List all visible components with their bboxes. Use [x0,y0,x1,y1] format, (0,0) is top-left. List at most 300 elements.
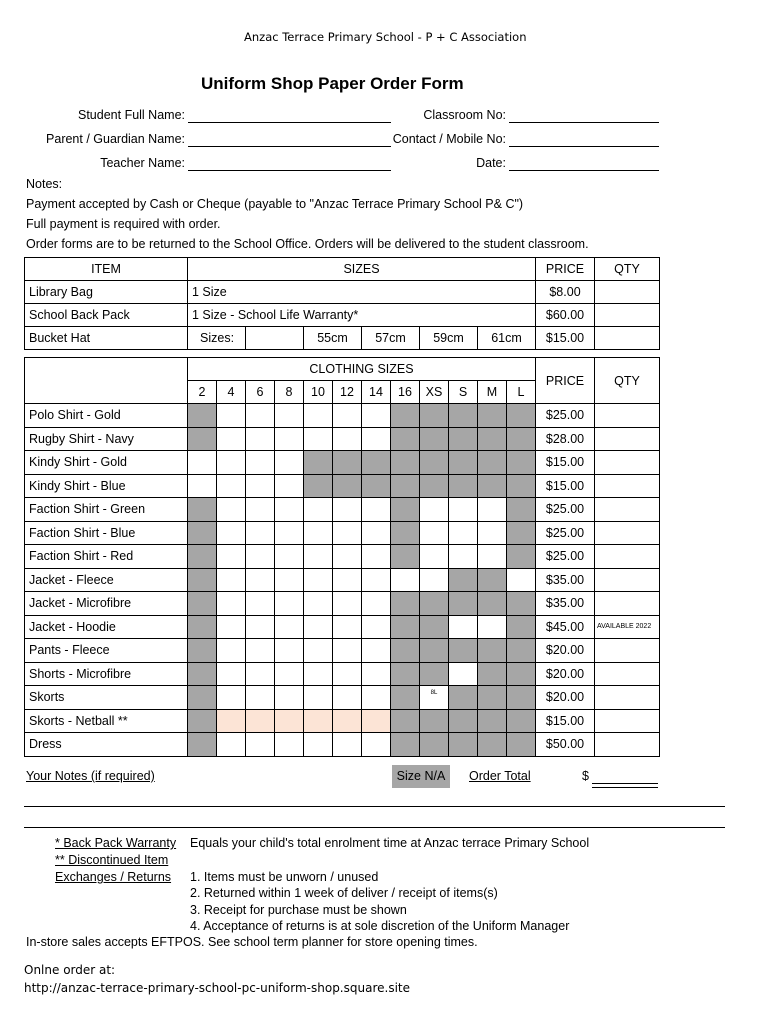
size-cell-10[interactable] [304,568,333,592]
size-na-cell [478,427,507,451]
size-cell-10[interactable] [304,545,333,569]
size-na-cell [188,709,217,733]
size-cell-6[interactable] [246,474,275,498]
table-row [25,427,660,451]
backpack-warranty-text: Equals your child's total enrolment time at Anzac terrace Primary School [190,836,590,850]
size-header: XS [420,381,449,404]
size-cell-6[interactable] [246,451,275,475]
size-cell-10[interactable] [304,615,333,639]
size-cell-10[interactable] [304,404,333,428]
clothing-item-name: Rugby Shirt - Navy [25,427,188,451]
size-cell-4[interactable] [217,545,246,569]
size-cell-4[interactable] [217,474,246,498]
return-rule: 1. Items must be unworn / unused [190,870,379,884]
size-cell-m[interactable] [478,615,507,639]
size-cell-14[interactable] [362,733,391,757]
clothing-price: $20.00 [536,662,595,686]
size-cell-10[interactable] [304,662,333,686]
bucket-hat-size-55[interactable]: 55cm [304,327,362,350]
size-na-cell [478,451,507,475]
size-na-cell [507,592,536,616]
clothing-price: $25.00 [536,404,595,428]
size-cell-10[interactable] [304,521,333,545]
size-na-cell [188,498,217,522]
size-cell-s[interactable] [449,662,478,686]
size-na-cell [391,451,420,475]
parent-name-label: Parent / Guardian Name: [46,132,185,146]
size-cell-xs[interactable] [420,521,449,545]
size-header: 4 [217,381,246,404]
size-cell-12[interactable] [333,733,362,757]
size-cell-8[interactable] [275,404,304,428]
size-cell-4[interactable] [217,521,246,545]
size-na-cell [478,662,507,686]
size-cell-8[interactable] [275,474,304,498]
item-header: ITEM [25,258,188,281]
size-na-cell [449,639,478,663]
size-cell-12[interactable] [333,498,362,522]
size-cell-12[interactable] [333,545,362,569]
size-na-cell [507,521,536,545]
size-cell-8[interactable] [275,545,304,569]
clothing-item-name: Jacket - Fleece [25,568,188,592]
size-cell-6[interactable] [246,427,275,451]
size-na-cell [391,686,420,710]
size-na-cell [478,733,507,757]
size-cell-4[interactable] [217,427,246,451]
page-title: Uniform Shop Paper Order Form [201,74,464,93]
size-cell-6[interactable] [246,686,275,710]
size-na-cell [420,662,449,686]
size-cell-l[interactable] [507,568,536,592]
clothing-price: $15.00 [536,474,595,498]
size-na-cell [507,615,536,639]
clothing-item-name: Pants - Fleece [25,639,188,663]
size-cell-8[interactable] [275,662,304,686]
notes-line[interactable] [24,806,725,807]
size-cell-6[interactable] [246,521,275,545]
clothing-price: $35.00 [536,592,595,616]
clothing-item-name: Shorts - Microfibre [25,662,188,686]
size-cell-8[interactable] [275,451,304,475]
size-cell-xs[interactable] [420,686,449,710]
size-cell-14[interactable] [362,521,391,545]
size-na-cell [420,615,449,639]
contact-label: Contact / Mobile No: [392,132,506,146]
xs-mark: 8L [430,690,438,697]
hoodie-availability-note[interactable]: AVAILABLE 2022 [595,615,660,639]
size-header: 10 [304,381,333,404]
size-cell-4[interactable] [217,404,246,428]
size-header: 14 [362,381,391,404]
size-cell-4[interactable] [217,568,246,592]
library-bag-name: Library Bag [25,281,188,304]
size-cell-6[interactable] [246,662,275,686]
size-na-cell [449,404,478,428]
classroom-field[interactable] [509,122,659,123]
size-na-cell [362,451,391,475]
size-na-cell [391,639,420,663]
size-cell-16[interactable] [391,568,420,592]
order-total-label: Order Total [469,769,531,783]
clothing-qty[interactable] [595,498,660,522]
contact-field[interactable] [509,146,659,147]
size-cell-6[interactable] [246,639,275,663]
size-cell-14[interactable] [362,498,391,522]
bucket-hat-price: $15.00 [536,327,595,350]
size-cell-14[interactable] [362,404,391,428]
size-cell-8[interactable] [275,639,304,663]
size-cell-s[interactable] [449,545,478,569]
teacher-name-field[interactable] [188,170,391,171]
size-cell-s[interactable] [449,615,478,639]
size-cell-12[interactable] [333,427,362,451]
size-na-cell [391,498,420,522]
clothing-price: $25.00 [536,498,595,522]
size-na-cell [420,427,449,451]
notes-line[interactable] [24,827,725,828]
size-header: 16 [391,381,420,404]
discontinued-size-cell [333,709,362,733]
size-na-cell [478,686,507,710]
back-pack-qty[interactable] [595,304,660,327]
size-na-cell [478,568,507,592]
size-na-cell [507,427,536,451]
table-row [25,545,660,569]
size-na-cell [507,709,536,733]
size-header: L [507,381,536,404]
clothing-price: $25.00 [536,521,595,545]
bucket-hat-blank [246,327,304,350]
size-header: 6 [246,381,275,404]
size-cell-12[interactable] [333,521,362,545]
size-na-cell [478,639,507,663]
size-na-cell [188,404,217,428]
clothing-item-name: Faction Shirt - Blue [25,521,188,545]
size-na-cell [507,639,536,663]
clothing-sizes-header: CLOTHING SIZES [188,358,536,381]
clothing-qty[interactable] [595,568,660,592]
clothing-qty[interactable] [595,451,660,475]
table-row [25,521,660,545]
return-rule: 3. Receipt for purchase must be shown [190,903,407,917]
clothing-qty[interactable] [595,474,660,498]
table-row [25,709,660,733]
size-cell-8[interactable] [275,592,304,616]
size-cell-10[interactable] [304,427,333,451]
size-na-cell [391,427,420,451]
clothing-price: $35.00 [536,568,595,592]
size-na-cell [391,404,420,428]
size-cell-8[interactable] [275,427,304,451]
size-na-cell [188,639,217,663]
size-cell-12[interactable] [333,662,362,686]
bucket-hat-size-59[interactable]: 59cm [420,327,478,350]
size-na-cell [507,498,536,522]
clothing-item-name: Skorts [25,686,188,710]
clothing-price: $15.00 [536,451,595,475]
size-na-cell [188,545,217,569]
size-cell-12[interactable] [333,568,362,592]
size-cell-14[interactable] [362,592,391,616]
size-cell-14[interactable] [362,686,391,710]
size-cell-14[interactable] [362,662,391,686]
clothing-qty[interactable] [595,521,660,545]
clothing-item-name: Jacket - Microfibre [25,592,188,616]
size-na-cell [391,474,420,498]
size-na-cell [449,733,478,757]
size-cell-6[interactable] [246,615,275,639]
size-cell-m[interactable] [478,521,507,545]
size-na-cell [391,615,420,639]
bucket-hat-qty[interactable] [595,327,660,350]
clothing-qty[interactable] [595,639,660,663]
size-na-cell [188,662,217,686]
clothing-qty[interactable] [595,733,660,757]
size-cell-8[interactable] [275,521,304,545]
size-cell-10[interactable] [304,733,333,757]
size-cell-12[interactable] [333,686,362,710]
size-cell-4[interactable] [217,592,246,616]
size-cell-2[interactable] [188,451,217,475]
table-row [25,474,660,498]
qty-header: QTY [595,258,660,281]
size-na-cell [362,474,391,498]
size-na-cell [333,451,362,475]
size-na-cell [188,733,217,757]
your-notes-label: Your Notes (if required) [26,769,155,783]
size-cell-xs[interactable] [420,545,449,569]
clothing-item-name: Faction Shirt - Green [25,498,188,522]
size-na-cell [478,592,507,616]
size-cell-8[interactable] [275,498,304,522]
date-field[interactable] [509,170,659,171]
student-name-field[interactable] [188,122,391,123]
backpack-warranty-label: * Back Pack Warranty [55,836,177,850]
clothing-item-name: Kindy Shirt - Gold [25,451,188,475]
size-cell-m[interactable] [478,545,507,569]
size-na-cell [507,404,536,428]
clothing-qty[interactable] [595,662,660,686]
size-cell-12[interactable] [333,404,362,428]
price-header: PRICE [536,258,595,281]
size-cell-xs[interactable] [420,498,449,522]
table-row [25,592,660,616]
clothing-qty[interactable] [595,592,660,616]
clothing-item-name: Polo Shirt - Gold [25,404,188,428]
size-cell-4[interactable] [217,686,246,710]
clothing-qty[interactable] [595,427,660,451]
size-cell-4[interactable] [217,615,246,639]
clothing-item-name: Dress [25,733,188,757]
size-cell-2[interactable] [188,474,217,498]
clothing-price: $25.00 [536,545,595,569]
size-na-cell [478,404,507,428]
size-cell-4[interactable] [217,662,246,686]
clothing-qty[interactable] [595,545,660,569]
size-cell-10[interactable] [304,639,333,663]
back-pack-size: 1 Size - School Life Warranty* [188,304,536,327]
size-na-cell [188,686,217,710]
dollar-sign: $ [582,769,589,783]
size-header: 2 [188,381,217,404]
bucket-hat-size-61[interactable]: 61cm [478,327,536,350]
size-cell-10[interactable] [304,498,333,522]
clothing-item-name: Skorts - Netball ** [25,709,188,733]
table-row [25,662,660,686]
size-na-cell [188,615,217,639]
date-label: Date: [476,156,506,170]
table-row [25,686,660,710]
clothing-table [24,357,660,757]
size-cell-14[interactable] [362,568,391,592]
notes-payment: Payment accepted by Cash or Cheque (payable to "Anzac Terrace Primary School P& C") [26,197,524,211]
size-cell-4[interactable] [217,733,246,757]
size-header: 12 [333,381,362,404]
size-cell-12[interactable] [333,615,362,639]
table-row [25,568,660,592]
discontinued-size-cell [362,709,391,733]
notes-label: Notes: [26,177,63,191]
size-na-cell [449,451,478,475]
size-cell-s[interactable] [449,521,478,545]
clothing-price: $20.00 [536,639,595,663]
discontinued-label: ** Discontinued Item [55,853,169,867]
table-row [25,733,660,757]
bucket-hat-size-57[interactable]: 57cm [362,327,420,350]
clothing-item-header [25,358,188,404]
size-na-cell [449,686,478,710]
clothing-item-name: Jacket - Hoodie [25,615,188,639]
teacher-name-label: Teacher Name: [100,156,185,170]
discontinued-size-cell [275,709,304,733]
parent-name-field[interactable] [188,146,391,147]
size-cell-8[interactable] [275,615,304,639]
size-cell-10[interactable] [304,686,333,710]
table-row [25,615,660,639]
notes-full-payment: Full payment is required with order. [26,217,221,231]
size-cell-14[interactable] [362,545,391,569]
size-cell-12[interactable] [333,639,362,663]
classroom-label: Classroom No: [423,108,506,122]
size-cell-6[interactable] [246,545,275,569]
size-header: M [478,381,507,404]
clothing-price: $45.00 [536,615,595,639]
size-cell-8[interactable] [275,568,304,592]
size-na-cell [420,733,449,757]
size-cell-6[interactable] [246,404,275,428]
size-cell-6[interactable] [246,733,275,757]
size-na-cell [478,709,507,733]
discontinued-size-cell [304,709,333,733]
size-na-cell [507,733,536,757]
clothing-item-name: Kindy Shirt - Blue [25,474,188,498]
size-cell-10[interactable] [304,592,333,616]
discontinued-size-cell [217,709,246,733]
online-label: Onlne order at: [24,963,116,977]
size-na-cell [304,474,333,498]
size-cell-8[interactable] [275,686,304,710]
size-na-cell [507,686,536,710]
size-cell-m[interactable] [478,498,507,522]
size-na-cell [478,474,507,498]
size-na-cell [188,568,217,592]
library-bag-qty[interactable] [595,281,660,304]
size-na-cell [391,662,420,686]
back-pack-name: School Back Pack [25,304,188,327]
size-cell-6[interactable] [246,498,275,522]
exchanges-label: Exchanges / Returns [55,870,172,884]
table-row [25,639,660,663]
size-na-cell [507,545,536,569]
order-total-field[interactable] [592,783,658,784]
clothing-price: $28.00 [536,427,595,451]
size-cell-6[interactable] [246,592,275,616]
size-na-cell [420,639,449,663]
online-url[interactable]: http://anzac-terrace-primary-school-pc-uniform-shop.square.site [24,981,410,995]
size-cell-4[interactable] [217,451,246,475]
bucket-hat-name: Bucket Hat [25,327,188,350]
return-rule: 4. Acceptance of returns is at sole discretion of the Uniform Manager [190,919,570,933]
size-na-cell [333,474,362,498]
bucket-hat-sizes-label: Sizes: [188,327,246,350]
clothing-qty[interactable] [595,686,660,710]
size-cell-xs[interactable] [420,568,449,592]
back-pack-price: $60.00 [536,304,595,327]
size-na-cell [449,427,478,451]
size-na-cell [420,592,449,616]
clothing-price: $50.00 [536,733,595,757]
table-row [25,451,660,475]
clothing-price: $15.00 [536,709,595,733]
clothing-price: $20.00 [536,686,595,710]
size-cell-14[interactable] [362,427,391,451]
notes-return: Order forms are to be returned to the School Office. Orders will be delivered to the student classroom. [26,237,589,251]
sizes-header: SIZES [188,258,536,281]
size-cell-4[interactable] [217,498,246,522]
discontinued-size-cell [246,709,275,733]
size-na-cell [449,709,478,733]
size-na-cell [449,474,478,498]
clothing-qty[interactable] [595,709,660,733]
size-cell-6[interactable] [246,568,275,592]
items-table [24,257,660,350]
size-header: S [449,381,478,404]
clothing-qty-header: QTY [595,358,660,404]
size-cell-s[interactable] [449,498,478,522]
size-cell-12[interactable] [333,592,362,616]
size-na-cell [188,592,217,616]
size-na-cell [507,662,536,686]
size-na-cell [391,592,420,616]
instore-note: In-store sales accepts EFTPOS. See school term planner for store opening times. [26,935,478,949]
return-rule: 2. Returned within 1 week of deliver / receipt of items(s) [190,886,498,900]
table-row [25,498,660,522]
size-na-cell [391,709,420,733]
size-header: 8 [275,381,304,404]
clothing-qty[interactable] [595,404,660,428]
size-cell-14[interactable] [362,615,391,639]
size-na-cell [188,427,217,451]
table-row [25,404,660,428]
clothing-item-name: Faction Shirt - Red [25,545,188,569]
size-cell-8[interactable] [275,733,304,757]
size-na-cell [188,521,217,545]
size-cell-4[interactable] [217,639,246,663]
order-total-underline [592,787,658,788]
size-na-cell [391,733,420,757]
size-cell-14[interactable] [362,639,391,663]
